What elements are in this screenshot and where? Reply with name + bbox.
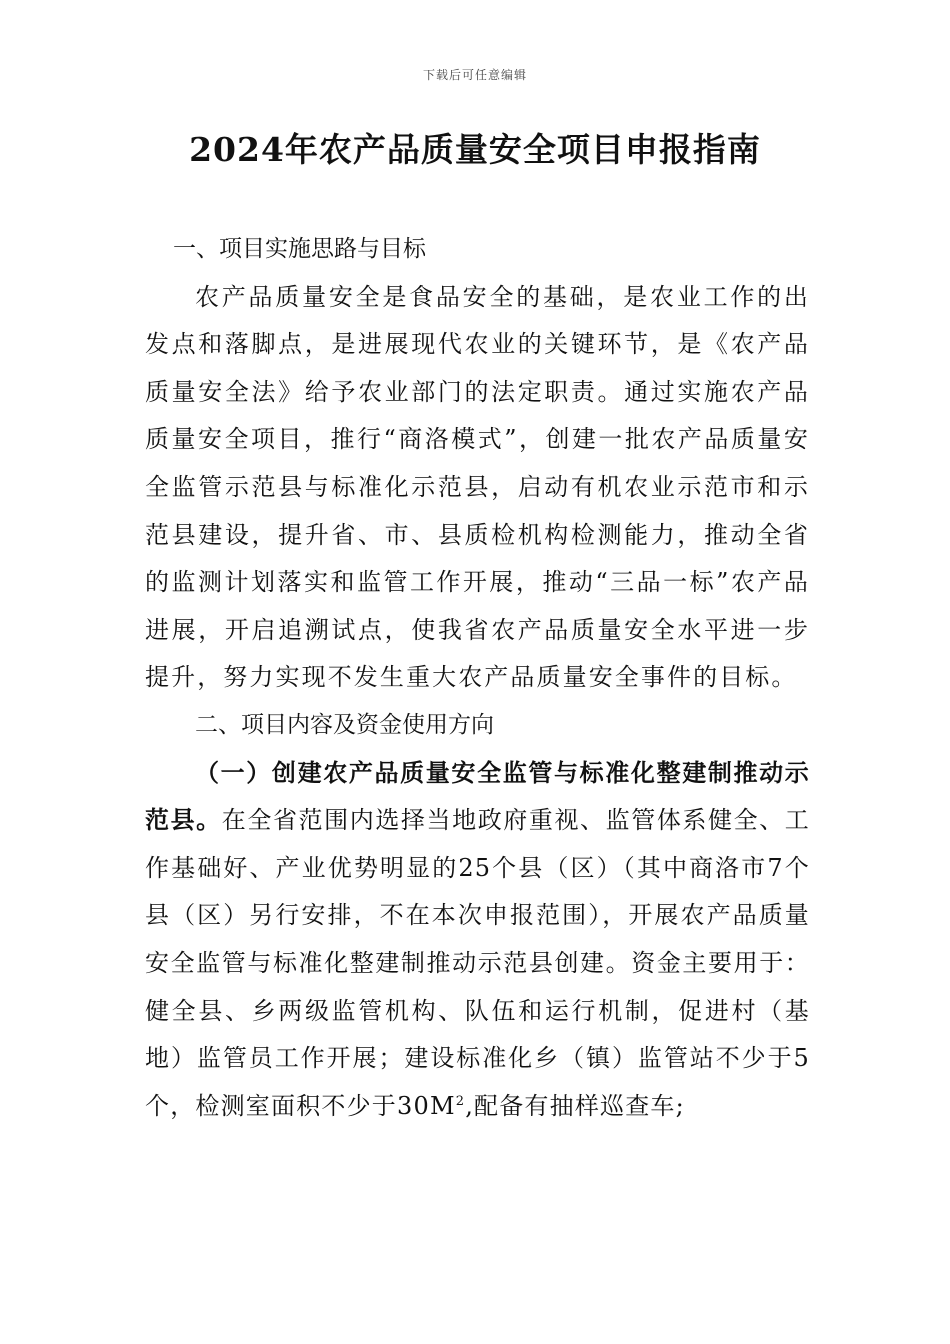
section-1-paragraph: 农产品质量安全是食品安全的基础，是农业工作的出发点和落脚点，是进展现代农业的关键环节，是《农产品质量安全法》给予农业部门的法定职责。通过实施农产品质量安全项目，推行“商洛模式”，创建一批农产品质量安全监管示范县与标准化示范县，启动有机农业示范市和示范县建设，提升省、市、县质检机构检测能力，推动全省的监测计划落实和监管工作开展，推动“三品一标”农产品进展，开启追溯试点，使我省农产品质量安全水平进一步提升，努力实现不发生重大农产品质量安全事件的目标。 [145, 282, 810, 692]
document-body [145, 226, 810, 1130]
superscript-exponent: 2 [455, 1093, 466, 1109]
section-2-item-1-paragraph [145, 750, 810, 1131]
header-note: 下载后可任意编辑 [422, 68, 527, 82]
section-1-heading: 一、项目实施思路与目标 [173, 236, 426, 262]
section-2-item-1-text: 在全省范围内选择当地政府重视、监管体系健全、工作基础好、产业优势明显的25个县（区）（其中商洛市7个县（区）另行安排，不在本次申报范围），开展农产品质量安全监管与标准化整建制推动示范县创建。资金主要用于：健全县、乡两级监管机构、队伍和运行机制，促进村（基地）监管员工作开展；建设标准化乡（镇）监管站不少于5个，检测室面积不少于30M [145, 806, 810, 1120]
document-title: 2024年农产品质量安全项目申报指南 [189, 130, 761, 169]
section-2-item-1-text-end: ,配备有抽样巡查车; [465, 1091, 685, 1120]
section-2-heading: 二、项目内容及资金使用方向 [195, 711, 494, 738]
section-2-item-1-lead: （一）创建农产品质量安全监管与标准化整建制推动示范县。 [145, 758, 810, 835]
